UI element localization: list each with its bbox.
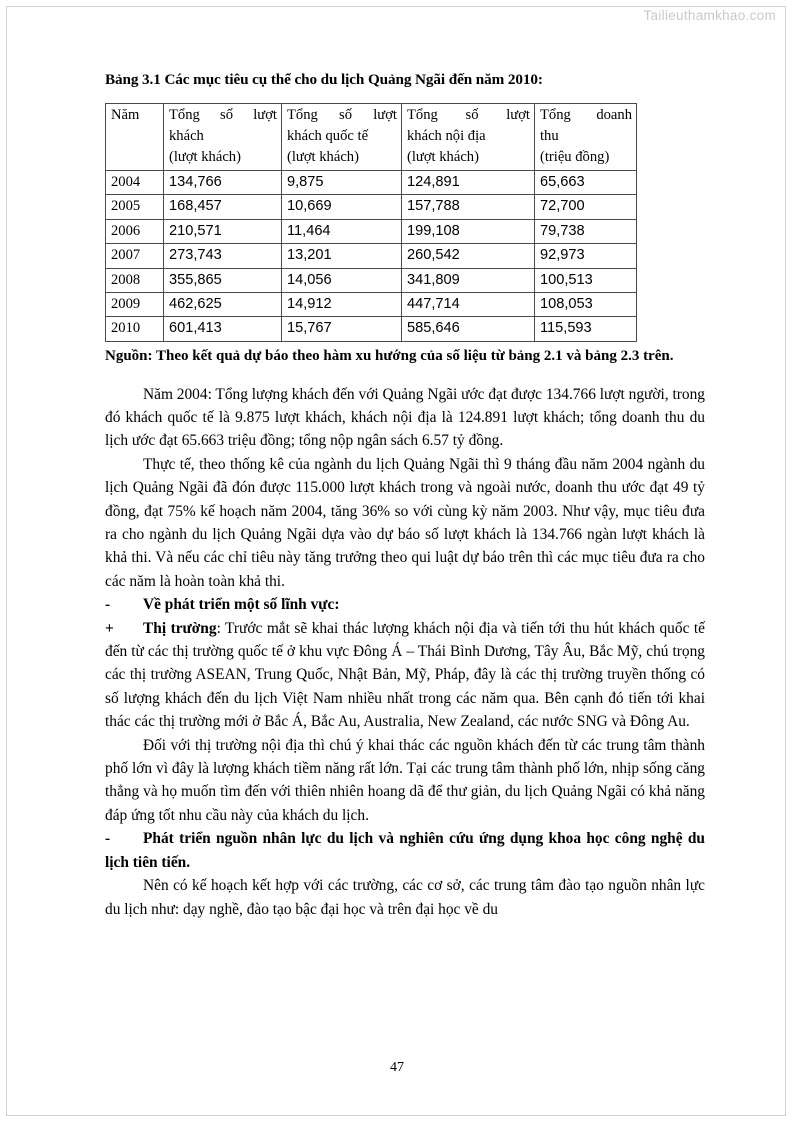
tourism-targets-table <box>105 103 637 342</box>
cell-domestic: 199,108 <box>402 219 535 243</box>
table-row <box>106 268 637 292</box>
paragraph-training-plan: Nên có kế hoạch kết hợp với các trường, các cơ sở, các trung tâm đào tạo nguồn nhân lực du lịch như: dạy nghề, đào tạo bậc đại học và trên đại học về du <box>105 877 705 918</box>
table-row <box>106 317 637 341</box>
cell-year: 2010 <box>106 317 164 341</box>
paragraph-market <box>105 617 705 734</box>
table-header-row <box>106 103 637 170</box>
column-header-year: Năm <box>106 103 164 170</box>
cell-year: 2006 <box>106 219 164 243</box>
cell-international: 15,767 <box>282 317 402 341</box>
table-row <box>106 195 637 219</box>
column-header-total-revenue: Tổng doanh thu (triệu đồng) <box>535 103 637 170</box>
cell-total: 601,413 <box>164 317 282 341</box>
table-row <box>106 170 637 194</box>
cell-year: 2008 <box>106 268 164 292</box>
table-row <box>106 244 637 268</box>
cell-domestic: 585,646 <box>402 317 535 341</box>
cell-international: 14,056 <box>282 268 402 292</box>
page-content <box>105 70 705 921</box>
cell-year: 2007 <box>106 244 164 268</box>
cell-international: 14,912 <box>282 293 402 317</box>
cell-revenue: 65,663 <box>535 170 637 194</box>
cell-domestic: 341,809 <box>402 268 535 292</box>
table-row <box>106 219 637 243</box>
cell-total: 462,625 <box>164 293 282 317</box>
cell-revenue: 92,973 <box>535 244 637 268</box>
cell-year: 2009 <box>106 293 164 317</box>
cell-international: 11,464 <box>282 219 402 243</box>
cell-year: 2004 <box>106 170 164 194</box>
cell-revenue: 115,593 <box>535 317 637 341</box>
table-source-note: Nguồn: Theo kết quả dự báo theo hàm xu hướng của số liệu từ bảng 2.1 và bảng 2.3 trên. <box>105 347 674 364</box>
column-header-international-visitors: Tổng số lượt khách quốc tế (lượt khách) <box>282 103 402 170</box>
paragraph-year-2004: Năm 2004: Tổng lượng khách đến với Quảng Ngãi ước đạt được 134.766 lượt người, trong đó khách quốc tế là 9.875 lượt khách, khách nội địa là 124.891 lượt khách; tổng doanh thu du lịch ước đạt 65.663 triệu đồng; tổng nộp ngân sách 6.57 tỷ đồng. <box>105 385 705 450</box>
cell-international: 13,201 <box>282 244 402 268</box>
heading2-bullet-dash: - <box>105 830 111 848</box>
page-number: 47 <box>390 1060 404 1075</box>
cell-domestic: 157,788 <box>402 195 535 219</box>
cell-total: 273,743 <box>164 244 282 268</box>
cell-revenue: 72,700 <box>535 195 637 219</box>
paragraph-actual-statistics: Thực tế, theo thống kê của ngành du lịch Quảng Ngãi thì 9 tháng đầu năm 2004 ngành du lịch Quảng Ngãi đã đón được 115.000 lượt khách trong và ngoài nước, doanh thu ước đạt 49 tỷ đồng, đạt 75% kế hoạch năm 2004, tăng 36% so với cùng kỳ năm 2003. Như vậy, mục tiêu đưa ra cho ngành du lịch Quảng Ngãi dựa vào dự báo số lượt khách là 134.766 ngàn lượt khách là khả thi. Và nếu các chỉ tiêu này tăng trưởng theo qui luật dự báo trên thì các mục tiêu đưa ra cho các năm là hoàn toàn khả thi. <box>105 455 705 590</box>
cell-total: 210,571 <box>164 219 282 243</box>
paragraph-domestic-market: Đối với thị trường nội địa thì chú ý khai thác các nguồn khách đến từ các trung tâm thành phố lớn vì đây là lượng khách tiềm năng rất lớn. Tại các trung tâm thành phố lớn, nhịp sống căng thẳng và họ muốn tìm đến với thiên nhiên hoang dã để thư giản, du lịch Quảng Ngãi có khả năng đáp ứng tốt nhu cầu này của khách du lịch. <box>105 736 705 824</box>
column-header-domestic-visitors: Tổng số lượt khách nội địa (lượt khách) <box>402 103 535 170</box>
heading-human-resources-label: Phát triển nguồn nhân lực du lịch và nghiên cứu ứng dụng khoa học công nghệ du lịch tiên tiến. <box>105 830 705 871</box>
page-title: Bảng 3.1 Các mục tiêu cụ thể cho du lịch Quảng Ngãi đến năm 2010: <box>105 71 543 88</box>
heading-human-resources <box>105 827 705 874</box>
table-body <box>106 170 637 341</box>
market-label: Thị trường <box>143 619 217 637</box>
cell-total: 168,457 <box>164 195 282 219</box>
cell-revenue: 100,513 <box>535 268 637 292</box>
cell-revenue: 79,738 <box>535 219 637 243</box>
cell-domestic: 124,891 <box>402 170 535 194</box>
cell-total: 134,766 <box>164 170 282 194</box>
table-row <box>106 293 637 317</box>
cell-international: 9,875 <box>282 170 402 194</box>
cell-year: 2005 <box>106 195 164 219</box>
cell-total: 355,865 <box>164 268 282 292</box>
column-header-total-visitors: Tổng số lượt khách (lượt khách) <box>164 103 282 170</box>
watermark: Tailieuthamkhao.com <box>643 8 776 23</box>
cell-international: 10,669 <box>282 195 402 219</box>
market-bullet-plus: + <box>105 619 114 637</box>
heading-bullet-dash: - <box>105 596 111 614</box>
cell-revenue: 108,053 <box>535 293 637 317</box>
heading-development-areas-label: Về phát triển một số lĩnh vực: <box>143 596 340 614</box>
heading-development-areas <box>105 593 705 616</box>
cell-domestic: 447,714 <box>402 293 535 317</box>
market-body-text: : Trước mắt sẽ khai thác lượng khách nội địa và tiến tới thu hút khách quốc tế đến từ các thị trường quốc tế ở khu vực Đông Á – Thái Bình Dương, Tây Âu, Bắc Mỹ, chú trọng các thị trường ASEAN, Trung Quốc, Nhật Bản, Mỹ, Pháp, đây là các thị trường truyền thống có số lượng khách đến du lịch Việt Nam nhiều nhất trong các năm qua. Bên cạnh đó tiến tới khai thác các thị trường mới ở Bắc Á, Bắc Au, Australia, New Zealand, các nước SNG và Đông Au. <box>105 619 705 731</box>
cell-domestic: 260,542 <box>402 244 535 268</box>
